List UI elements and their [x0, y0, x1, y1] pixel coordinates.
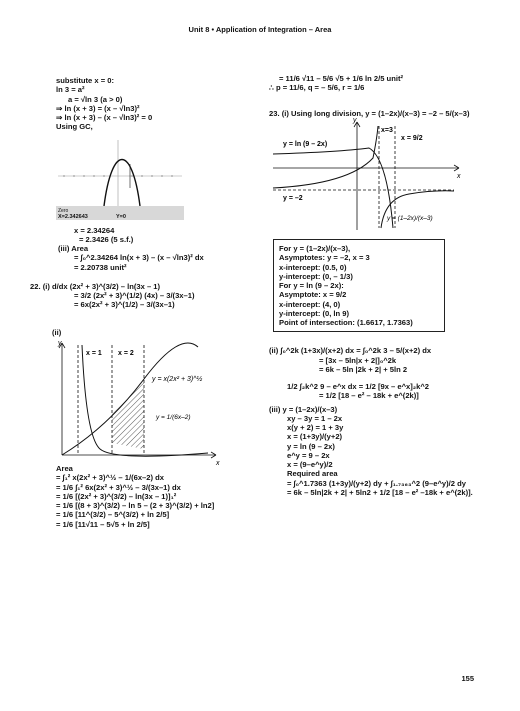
q23-iii-line-2: x(y + 2) = 1 + 3y: [287, 423, 344, 432]
sub-line-5: Using GC,: [56, 122, 93, 132]
q23-i-line: [269, 109, 479, 118]
q22-i-line-1: = 3/2 (2x² + 3)^(1/2) (4x) – 3/(3x–1): [74, 291, 195, 300]
q23-i-text: (i) Using long division, y = (1–2x)/(x–3) = –2 – 5/(x–3): [281, 108, 470, 118]
sub-line-0: substitute x = 0:: [56, 76, 115, 85]
iii-label: (iii) Area: [58, 244, 89, 253]
q23-iii-line-9: = 6k – 5ln|2k + 2| + 5ln2 + 1/2 [18 – e² –18k + e^(2k)].: [287, 487, 473, 497]
q23-iii-line-7: Required area: [287, 469, 338, 479]
q23-ii-expr: ∫₀^2k (1+3x)/(x+2) dx = ∫₀^2k 3 – 5/(x+2) dx: [280, 346, 432, 356]
q22-curve1-label: y = x(2x² + 3)^½: [152, 375, 203, 383]
box-line-6: x-intercept: (4, 0): [279, 299, 341, 309]
area-line-0: = ∫₁² x(2x² + 3)^½ – 1/(6x–2) dx: [56, 473, 165, 483]
q22-ii-label: (ii): [52, 327, 62, 337]
q23-iii-line-4: y = ln (9 – 2x): [287, 441, 335, 451]
q22-number: 22.: [30, 281, 41, 291]
area-line-1: = 1/6 ∫₁² 6x(2x² + 3)^½ – 3/(3x–1) dx: [56, 482, 181, 492]
gc-x-readout: X=2.342643: [58, 213, 88, 220]
q23-asym-label: y = –2: [283, 194, 303, 202]
area-label: Area: [56, 464, 73, 473]
box-line-7: y-intercept: (0, ln 9): [279, 308, 350, 318]
q22-x1-label: x = 1: [86, 349, 102, 357]
top-line-1: ∴ p = 11/6, q = – 5/6, r = 1/6: [269, 83, 365, 93]
left-column: [30, 76, 256, 529]
q22-i-line-2: = 6x(2x² + 3)^(1/2) – 3/(3x–1): [74, 300, 175, 310]
q23-ii-label: (ii): [269, 346, 279, 356]
q22-i-expr: d/dx (2x² + 3)^(3/2) – ln(3x – 1): [51, 281, 161, 291]
area-line-4: = 1/6 [11^(3/2) – 5^(3/2) + ln 2/5]: [56, 510, 170, 520]
box-line-2: x-intercept: (0.5, 0): [279, 262, 347, 272]
q23-ii-line-3: 1/2 ∫₂k^2 9 – e^x dx = 1/2 [9x – e^x]₂k^2: [287, 382, 430, 391]
box-line-4: For y = ln (9 – 2x):: [279, 281, 344, 290]
q23-ii-line-1: = [3x – 5ln|x + 2|]₀^2k: [319, 355, 397, 365]
q22-i-line-0: [30, 282, 256, 291]
q23-iii-line-0: [269, 405, 479, 414]
q23-curve-rat-label: y = (1–2x)/(x–3): [387, 214, 433, 222]
q23-iii-line-1: xy – 3y = 1 – 2x: [287, 413, 343, 423]
sub-line-2: a = √ln 3 (a > 0): [68, 94, 123, 104]
q23-iii-expr: y = (1–2x)/(x–3): [282, 404, 338, 414]
area-line-2: = 1/6 [(2x² + 3)^(3/2) – ln(3x – 1)]₁²: [56, 491, 177, 501]
q22-x2-label: x = 2: [118, 349, 134, 357]
q23-curve-ln-label: y = ln (9 – 2x): [283, 140, 328, 148]
sub-line-1: ln 3 = a²: [56, 85, 85, 95]
right-column: [269, 74, 479, 497]
q23-x3-label: x=3: [381, 126, 393, 134]
q22-i-label: (i): [42, 281, 50, 291]
iii-line-1: = 2.20738 unit²: [74, 262, 127, 272]
q23-ii-line-0: [269, 346, 479, 355]
q23-x-axis-label: x: [457, 172, 461, 180]
top-line-0: = 11/6 √11 – 5/6 √5 + 1/6 ln 2/5 unit²: [279, 74, 403, 83]
q23-iii-label: (iii): [269, 404, 281, 414]
q23-graph: [269, 118, 464, 233]
q22-curve2-label: y = 1/(6x–2): [156, 413, 191, 421]
gc-screen: [56, 136, 184, 220]
q23-y-axis-label: y: [353, 116, 357, 124]
q23-x9-label: x = 9/2: [401, 134, 423, 142]
page-number: 155: [461, 673, 474, 683]
q23-iii-line-8: = ∫₀^1.7363 (1+3y)/(y+2) dy + ∫₁.₇₃₆₃^2 (9–e^y)/2 dy: [287, 478, 466, 488]
sub-line-3: ⇒ ln (x + 3) = (x – √ln3)²: [56, 103, 140, 113]
gc-y-readout: Y=0: [116, 213, 126, 220]
gc-graph: [56, 136, 184, 220]
q22-x-axis-label: x: [216, 459, 220, 467]
box-line-1: Asymptotes: y = –2, x = 3: [279, 253, 370, 263]
q22-graph: [48, 337, 223, 467]
q23-iii-line-5: e^y = 9 – 2x: [287, 450, 330, 460]
q23-ii-line-4: = 1/2 [18 – e² – 18k + e^(2k)]: [319, 391, 419, 401]
box-line-3: y-intercept: (0, – 1/3): [279, 271, 353, 281]
q22-y-axis-label: y: [58, 339, 62, 347]
box-line-5: Asymptote: x = 9/2: [279, 290, 347, 300]
area-line-3: = 1/6 [(8 + 3)^(3/2) – ln 5 – (2 + 3)^(3/2) + ln2]: [56, 501, 215, 510]
box-line-0: For y = (1–2x)/(x–3),: [279, 244, 351, 253]
gc-zero-label: Zero: [58, 207, 69, 214]
sub-line-4: ⇒ ln (x + 3) – (x – √ln3)² = 0: [56, 113, 153, 122]
page-header: Unit 8 • Application of Integration – Area: [188, 25, 332, 34]
area-line-5: = 1/6 [11√11 – 5√5 + ln 2/5]: [56, 519, 150, 529]
q23-info-box: [273, 239, 445, 332]
iii-line-0: = ∫₀^2.34264 ln(x + 3) – (x – √ln3)² dx: [74, 253, 204, 263]
root-line-1: = 2.3426 (5 s.f.): [79, 234, 134, 244]
q23-ii-line-2: = 6k – 5ln |2k + 2| + 5ln 2: [319, 364, 408, 374]
box-line-8: Point of intersection: (1.6617, 1.7363): [279, 318, 413, 327]
q23-iii-line-3: x = (1+3y)/(y+2): [287, 432, 343, 442]
q23-iii-line-6: x = (9–e^y)/2: [287, 460, 333, 469]
root-line-0: x = 2.34264: [74, 225, 115, 235]
q23-number: 23.: [269, 108, 280, 118]
